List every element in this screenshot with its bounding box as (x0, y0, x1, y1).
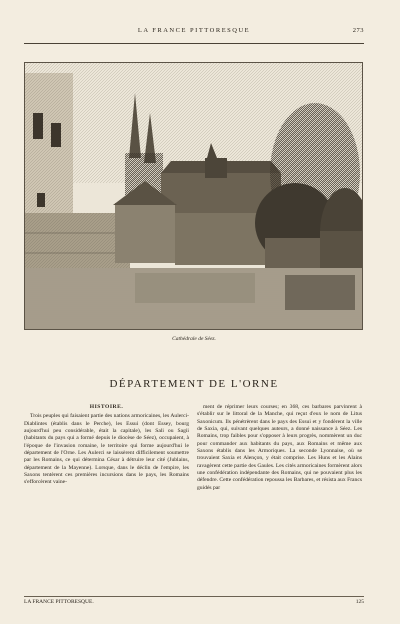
cathedral-engraving (24, 62, 363, 330)
section-title: DÉPARTEMENT DE L'ORNE (109, 378, 279, 390)
text-column-left (24, 404, 189, 596)
running-title: LA FRANCE PITTORESQUE (137, 27, 251, 34)
illustration-caption: Cathédrale de Séez. (172, 336, 216, 342)
page-number: 273 (352, 27, 364, 34)
page-footer (24, 596, 364, 605)
footer-title: LA FRANCE PITTORESQUE. (24, 599, 94, 605)
engraving-drawing (25, 63, 362, 329)
signature-mark: 125 (355, 599, 364, 605)
body-paragraph: ment de réprimer leurs courses; en 368, ces barbares parvinrent à s'établir sur le littoral de la Manche, qui reçut d'eux le nom de Litus Saxonicum. Ils pénétrèrent dans le pays des Essui et y fondèrent la ville de Saxia, qui, suivant quelques auteurs, a donné naissance à Séez. Les Romains, trop faibles pour s'opposer à leurs progrès, nommèrent un duc pour commander aux habitants du pays, aux Romains et même aux Saxons établis dans les Armoriques. La seconde Lyonnaise, où se trouvaient Saxia et Alençon, y était comprise. Les Huns et les Alains ravagèrent cette partie des Gaules. Les cités armoricaines formèrent alors une confédération indépendante des Romains, qui ne pouvaient plus les défendre. Cette confédération repoussa les Barbares, et résista aux Francs guidés par (197, 404, 362, 491)
text-column-right (197, 404, 362, 596)
subsection-heading: HISTOIRE. (89, 404, 124, 410)
body-paragraph: Trois peuples qui faisaient partie des nations armoricaines, les Aulerci-Diablintes (établis dans le Perche), les Essui (dont Essey, bourg aujourd'hui peu considérable, était la capitale), les Sali ou Sagii (habitants du pays qui a formé depuis le diocèse de Séez), occupaient, à l'époque de l'invasion romaine, le territoire qui forme aujourd'hui le département de l'Orne. Les Aulerci se laissèrent difficilement soumettre par les Romains, ce qui détermina César à détruire leur cité (Jublains, département de la Mayenne). Lorsque, dans le déclin de l'empire, les Saxons tentèrent ces premières incursions dans le pays, les Romains s'efforcèrent vaine- (24, 413, 189, 486)
running-header (24, 27, 364, 44)
